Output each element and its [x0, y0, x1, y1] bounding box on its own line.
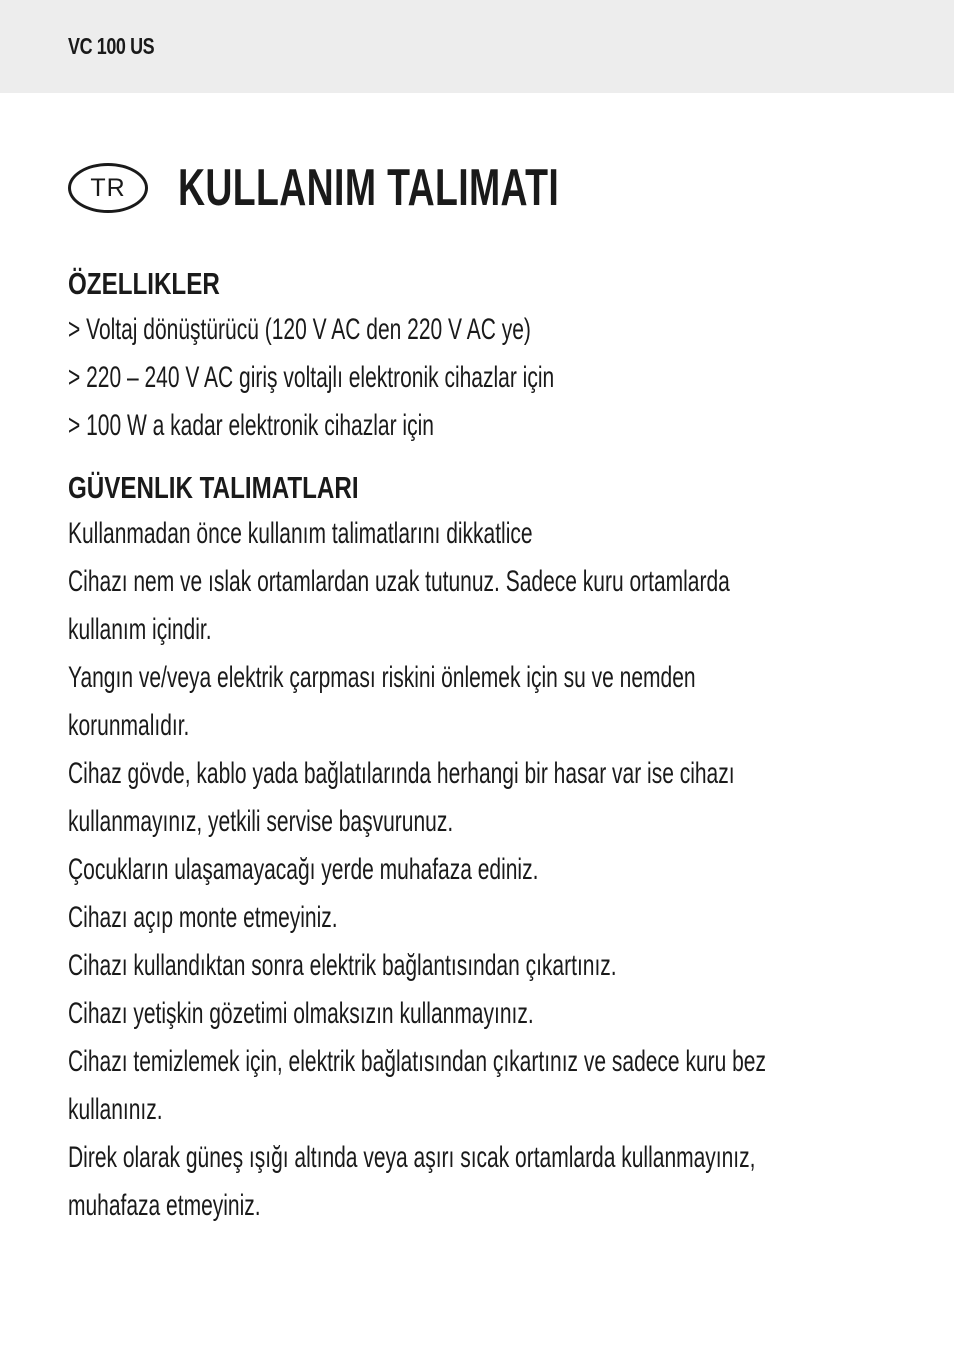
title-row [68, 158, 707, 218]
safety-line: muhafaza etmeyiniz. [68, 1189, 261, 1222]
feature-item: > Voltaj dönüştürücü (120 V AC den 220 V AC ye) [68, 313, 531, 346]
safety-heading: GÜVENLIK TALIMATLARI [68, 470, 359, 505]
safety-line: Cihazı temizlemek için, elektrik bağlatısından çıkartınız ve sadece kuru bez [68, 1045, 766, 1078]
feature-item: > 220 – 240 V AC giriş voltajlı elektronik cihazlar için [68, 361, 555, 394]
features-heading: ÖZELLIKLER [68, 266, 220, 301]
safety-line: kullanınız. [68, 1093, 163, 1126]
language-badge: TR [68, 163, 148, 213]
safety-line: Direk olarak güneş ışığı altında veya aşırı sıcak ortamlarda kullanmayınız, [68, 1141, 756, 1174]
safety-line: Cihazı kullandıktan sonra elektrik bağlantısından çıkartınız. [68, 949, 617, 982]
safety-line: Yangın ve/veya elektrik çarpması riskini önlemek için su ve nemden [68, 661, 696, 694]
safety-line: Cihazı açıp monte etmeyiniz. [68, 901, 338, 934]
safety-line: korunmalıdır. [68, 709, 190, 742]
feature-item: > 100 W a kadar elektronik cihazlar için [68, 409, 434, 442]
document-body [68, 262, 928, 1230]
safety-line: kullanmayınız, yetkili servise başvurunuz. [68, 805, 454, 838]
safety-line: Cihazı nem ve ıslak ortamlardan uzak tutunuz. Sadece kuru ortamlarda [68, 565, 730, 598]
safety-line: Cihaz gövde, kablo yada bağlatılarında herhangi bir hasar var ise cihazı [68, 757, 735, 790]
safety-line: Kullanmadan önce kullanım talimatlarını dikkatlice [68, 517, 533, 550]
safety-line: kullanım içindir. [68, 613, 212, 646]
page-title: KULLANIM TALIMATI [178, 159, 560, 217]
safety-line: Cihazı yetişkin gözetimi olmaksızın kullanmayınız. [68, 997, 534, 1030]
model-number: VC 100 US [68, 33, 155, 59]
page-header [0, 0, 954, 93]
safety-line: Çocukların ulaşamayacağı yerde muhafaza ediniz. [68, 853, 539, 886]
